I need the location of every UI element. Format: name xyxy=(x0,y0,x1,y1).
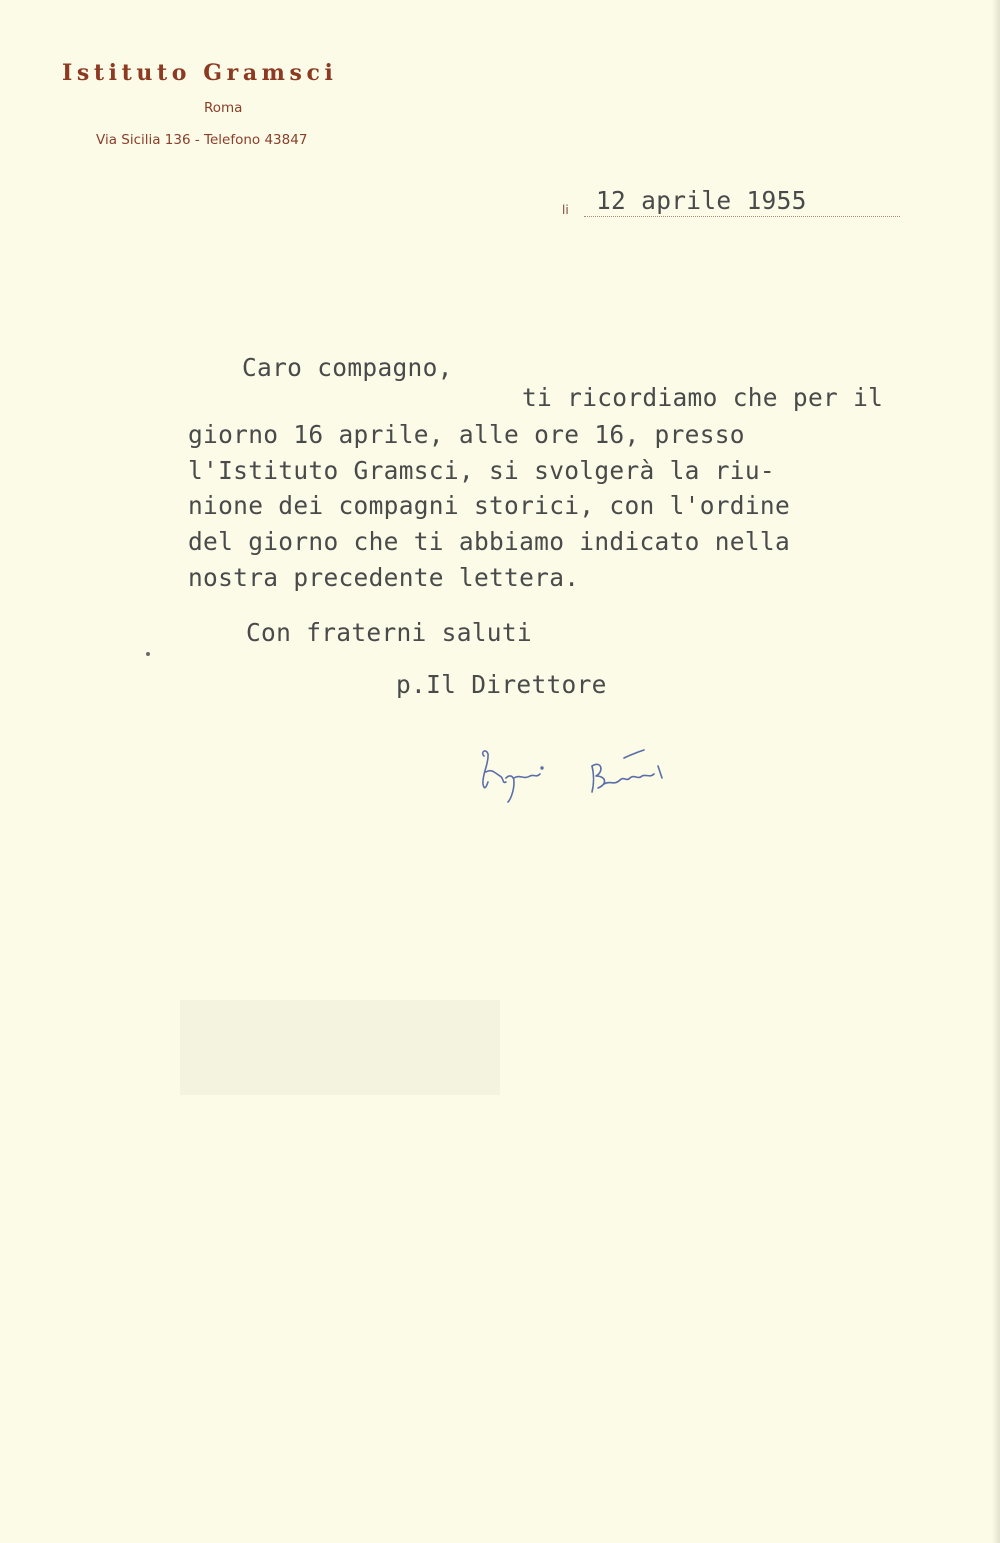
letter-body-line: nostra precedente lettera. xyxy=(188,563,580,592)
letter-body-line: ti ricordiamo che per il xyxy=(522,383,884,412)
letter-salutation: Caro compagno, xyxy=(242,353,453,382)
paper-stain xyxy=(180,1000,500,1095)
signatory-title: p.Il Direttore xyxy=(396,670,607,699)
date-prefix: li xyxy=(562,203,569,217)
letterhead-city: Roma xyxy=(204,100,243,116)
letterhead-institution-name: Istituto Gramsci xyxy=(62,60,338,86)
handwritten-signature xyxy=(474,744,694,804)
letter-body-line: l'Istituto Gramsci, si svolgerà la riu- xyxy=(188,456,775,485)
letter-closing: Con fraterni saluti xyxy=(246,618,532,647)
paper-edge-shadow xyxy=(992,0,1000,1543)
letter-body-line: del giorno che ti abbiamo indicato nella xyxy=(188,527,791,556)
letter-date: 12 aprile 1955 xyxy=(596,186,807,215)
letter-body-line: giorno 16 aprile, alle ore 16, presso xyxy=(188,420,745,449)
letter-body-line: nione dei compagni storici, con l'ordine xyxy=(188,491,791,520)
date-dotted-line xyxy=(584,216,900,217)
letterhead-address: Via Sicilia 136 - Telefono 43847 xyxy=(96,132,308,148)
ink-speck xyxy=(146,652,150,656)
